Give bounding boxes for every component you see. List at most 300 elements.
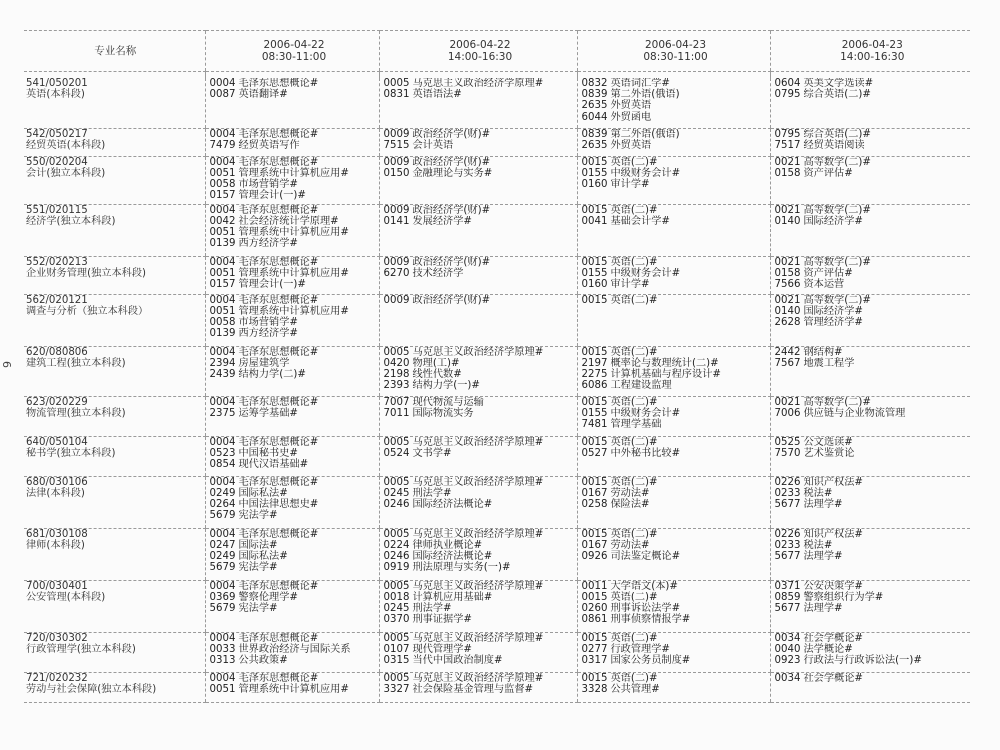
- course-code: 0015: [581, 294, 608, 306]
- course-entry: [384, 499, 577, 510]
- course-entry: [582, 614, 770, 625]
- session-cell: [770, 156, 970, 204]
- session-cell: [205, 632, 379, 672]
- course-code: 0015: [581, 632, 608, 644]
- course-entry: [582, 644, 770, 655]
- session-header: [205, 31, 379, 72]
- course-code: 7517: [774, 139, 801, 151]
- course-code: 2394: [209, 357, 236, 369]
- course-code: 0004: [209, 346, 236, 358]
- course-code: 5679: [209, 562, 236, 574]
- course-entry: [210, 190, 379, 201]
- course-entry: [384, 78, 577, 89]
- course-code: 7570: [774, 447, 801, 459]
- course-code: 0315: [383, 654, 410, 666]
- course-entry: [775, 488, 971, 499]
- table-row: [24, 256, 970, 294]
- session-cell: [577, 294, 770, 346]
- course-code: 0604: [774, 78, 801, 89]
- course-code: 0009: [383, 294, 410, 306]
- course-entry: [210, 369, 379, 380]
- course-code: 0051: [209, 167, 236, 179]
- course-name: 社会经济统计学原理#: [238, 215, 339, 227]
- course-code: 0051: [209, 683, 236, 695]
- course-name: 刑法学#: [412, 487, 452, 499]
- major-cell: [24, 256, 205, 294]
- course-name: 中国秘书史#: [238, 447, 298, 459]
- course-code: 0859: [774, 591, 801, 603]
- course-name: 社会保险基金管理与监督#: [412, 683, 534, 695]
- course-entry: [582, 100, 770, 111]
- course-name: 国家公务员制度#: [610, 654, 691, 666]
- course-entry: [775, 317, 971, 328]
- course-code: 0923: [774, 654, 801, 666]
- course-entry: [582, 592, 770, 603]
- major-name: 英语(本科段): [26, 89, 85, 101]
- course-entry: [210, 78, 379, 89]
- major-cell: [24, 128, 205, 156]
- course-entry: [775, 397, 971, 408]
- course-entry: [775, 358, 971, 369]
- course-code: 0233: [774, 487, 801, 499]
- course-code: 0042: [209, 215, 236, 227]
- course-name: 马克思主义政治经济学原理#: [412, 78, 544, 89]
- course-name: 经贸英语写作: [238, 139, 300, 151]
- major-cell: [24, 672, 205, 702]
- major-code: 720/030302: [26, 632, 88, 644]
- course-name: 中级财务会计#: [610, 167, 681, 179]
- course-code: 0233: [774, 539, 801, 551]
- course-name: 运筹学基础#: [238, 407, 298, 419]
- session-date: 2006-04-22: [263, 39, 325, 51]
- course-name: 公文选读#: [803, 436, 853, 448]
- course-name: 英语(二)#: [610, 528, 658, 540]
- course-entry: [384, 205, 577, 216]
- course-entry: [210, 510, 379, 521]
- major-cell: [24, 78, 205, 128]
- course-name: 当代中国政治制度#: [412, 654, 503, 666]
- course-entry: [384, 540, 577, 551]
- course-entry: [582, 437, 770, 448]
- session-cell: [379, 346, 577, 396]
- course-code: 0224: [383, 539, 410, 551]
- session-cell: [379, 128, 577, 156]
- course-entry: [775, 347, 971, 358]
- course-entry: [582, 112, 770, 123]
- course-entry: [775, 306, 971, 317]
- course-code: 0021: [774, 294, 801, 306]
- course-name: 英语(二)#: [610, 396, 658, 408]
- course-entry: [775, 78, 971, 89]
- course-entry: [582, 380, 770, 391]
- course-entry: [775, 529, 971, 540]
- course-name: 金融理论与实务#: [412, 167, 493, 179]
- course-entry: [582, 78, 770, 89]
- course-name: 西方经济学#: [238, 238, 298, 250]
- course-code: 0527: [581, 447, 608, 459]
- course-code: 0041: [581, 215, 608, 227]
- course-name: 审计学#: [610, 278, 650, 290]
- course-name: 经贸英语阅读: [803, 139, 865, 151]
- course-entry: [210, 408, 379, 419]
- course-entry: [384, 673, 577, 684]
- course-name: 物理(工)#: [412, 357, 460, 369]
- course-code: 0009: [383, 256, 410, 268]
- course-name: 刑事诉讼法学#: [610, 602, 681, 614]
- course-code: 0005: [383, 632, 410, 644]
- course-entry: [775, 655, 971, 666]
- course-entry: [210, 347, 379, 358]
- course-code: 0004: [209, 128, 236, 140]
- session-cell: [379, 204, 577, 256]
- session-cell: [205, 396, 379, 436]
- major-code: 550/020204: [26, 156, 88, 168]
- course-code: 6270: [383, 267, 410, 279]
- course-entry: [384, 655, 577, 666]
- course-name: 警察组织行为学#: [803, 591, 884, 603]
- course-name: 工程建设监理: [610, 380, 672, 392]
- course-code: 6086: [581, 380, 608, 392]
- session-cell: [770, 78, 970, 128]
- course-entry: [582, 279, 770, 290]
- table-row: [24, 78, 970, 128]
- course-name: 中级财务会计#: [610, 267, 681, 279]
- course-entry: [582, 448, 770, 459]
- course-entry: [582, 397, 770, 408]
- course-entry: [210, 227, 379, 238]
- course-code: 0011: [581, 580, 608, 592]
- session-cell: [577, 156, 770, 204]
- course-name: 英美文学选读#: [803, 78, 874, 89]
- course-entry: [384, 347, 577, 358]
- course-code: 0015: [581, 476, 608, 488]
- course-entry: [582, 540, 770, 551]
- course-entry: [582, 157, 770, 168]
- course-name: 管理系统中计算机应用#: [238, 167, 349, 179]
- course-code: 0021: [774, 156, 801, 168]
- course-code: 0004: [209, 528, 236, 540]
- course-code: 2439: [209, 368, 236, 380]
- course-name: 高等数学(二)#: [803, 256, 871, 268]
- table-row: [24, 436, 970, 476]
- session-cell: [770, 580, 970, 632]
- course-code: 2393: [383, 380, 410, 392]
- major-cell: [24, 346, 205, 396]
- course-entry: [384, 437, 577, 448]
- session-cell: [205, 672, 379, 702]
- course-name: 法学概论#: [803, 643, 853, 655]
- course-name: 审计学#: [610, 178, 650, 190]
- course-name: 马克思主义政治经济学原理#: [412, 580, 544, 592]
- major-cell: [24, 580, 205, 632]
- course-entry: [775, 89, 971, 100]
- course-name: 结构力学(二)#: [238, 368, 306, 380]
- course-entry: [210, 448, 379, 459]
- course-code: 0021: [774, 396, 801, 408]
- session-cell: [577, 78, 770, 128]
- session-cell: [577, 256, 770, 294]
- course-code: 0832: [581, 78, 608, 89]
- course-entry: [210, 140, 379, 151]
- course-entry: [582, 408, 770, 419]
- course-code: 0004: [209, 294, 236, 306]
- course-entry: [775, 168, 971, 179]
- course-entry: [210, 157, 379, 168]
- course-entry: [775, 205, 971, 216]
- course-name: 毛泽东思想概论#: [238, 436, 319, 448]
- course-entry: [210, 581, 379, 592]
- course-code: 0861: [581, 614, 608, 626]
- course-code: 7006: [774, 407, 801, 419]
- course-code: 0034: [774, 672, 801, 684]
- course-code: 3328: [581, 683, 608, 695]
- course-code: 0015: [581, 204, 608, 216]
- session-cell: [577, 204, 770, 256]
- course-name: 公安决策学#: [803, 580, 863, 592]
- course-code: 2628: [774, 316, 801, 328]
- course-name: 社会学概论#: [803, 672, 863, 684]
- course-name: 刑法原理与实务(一)#: [412, 562, 511, 574]
- course-entry: [210, 205, 379, 216]
- course-name: 行政管理学#: [610, 643, 670, 655]
- course-entry: [775, 437, 971, 448]
- course-code: 0004: [209, 632, 236, 644]
- course-name: 政治经济学(财)#: [412, 204, 491, 216]
- major-code: 551/020115: [26, 204, 88, 216]
- course-name: 宪法学#: [238, 602, 278, 614]
- session-header: [577, 31, 770, 72]
- course-code: 0040: [774, 643, 801, 655]
- major-code: 542/050217: [26, 128, 88, 140]
- session-cell: [577, 528, 770, 580]
- course-entry: [582, 551, 770, 562]
- major-name: 经贸英语(本科段): [26, 139, 106, 151]
- course-name: 马克思主义政治经济学原理#: [412, 528, 544, 540]
- session-cell: [577, 128, 770, 156]
- course-name: 税法#: [803, 539, 833, 551]
- session-cell: [379, 156, 577, 204]
- course-entry: [775, 257, 971, 268]
- course-name: 毛泽东思想概论#: [238, 78, 319, 89]
- course-code: 2635: [581, 139, 608, 151]
- course-code: 0015: [581, 528, 608, 540]
- course-code: 2375: [209, 407, 236, 419]
- course-name: 房屋建筑学: [238, 357, 290, 369]
- course-code: 0854: [209, 458, 236, 470]
- course-entry: [582, 369, 770, 380]
- course-code: 0015: [581, 156, 608, 168]
- course-entry: [210, 437, 379, 448]
- major-cell: [24, 294, 205, 346]
- table-row: [24, 632, 970, 672]
- course-name: 宪法学#: [238, 562, 278, 574]
- session-cell: [770, 632, 970, 672]
- course-entry: [775, 540, 971, 551]
- course-code: 0139: [209, 238, 236, 250]
- table-row: [24, 156, 970, 204]
- course-code: 5679: [209, 602, 236, 614]
- course-entry: [384, 408, 577, 419]
- course-code: 7567: [774, 357, 801, 369]
- course-code: 2275: [581, 368, 608, 380]
- course-code: 0158: [774, 167, 801, 179]
- course-entry: [210, 499, 379, 510]
- course-entry: [210, 592, 379, 603]
- course-name: 高等数学(二)#: [803, 204, 871, 216]
- course-name: 第二外语(俄语): [610, 89, 680, 101]
- course-code: 6044: [581, 111, 608, 123]
- course-name: 高等数学(二)#: [803, 156, 871, 168]
- course-code: 0015: [581, 346, 608, 358]
- major-code: 700/030401: [26, 580, 88, 592]
- course-entry: [210, 306, 379, 317]
- session-cell: [770, 256, 970, 294]
- course-name: 西方经济学#: [238, 328, 298, 340]
- course-code: 0015: [581, 436, 608, 448]
- course-code: 0051: [209, 305, 236, 317]
- course-entry: [775, 408, 971, 419]
- major-code: 562/020121: [26, 294, 88, 306]
- session-date: 2006-04-23: [841, 39, 903, 51]
- session-cell: [205, 156, 379, 204]
- course-code: 0160: [581, 278, 608, 290]
- session-cell: [577, 436, 770, 476]
- course-name: 毛泽东思想概论#: [238, 128, 319, 140]
- course-code: 0009: [383, 128, 410, 140]
- course-entry: [582, 168, 770, 179]
- course-code: 0919: [383, 562, 410, 574]
- course-entry: [210, 488, 379, 499]
- session-cell: [577, 580, 770, 632]
- major-code: 680/030106: [26, 476, 88, 488]
- session-cell: [205, 580, 379, 632]
- course-entry: [775, 279, 971, 290]
- course-entry: [384, 168, 577, 179]
- course-entry: [384, 614, 577, 625]
- course-name: 国际经济学#: [803, 215, 863, 227]
- major-name: 企业财务管理(独立本科段): [26, 267, 147, 279]
- course-entry: [384, 448, 577, 459]
- course-code: 0926: [581, 550, 608, 562]
- course-name: 警察伦理学#: [238, 591, 298, 603]
- table-row: [24, 528, 970, 580]
- course-code: 7515: [383, 139, 410, 151]
- course-name: 中外秘书比较#: [610, 447, 681, 459]
- course-code: 0277: [581, 643, 608, 655]
- course-name: 知识产权法#: [803, 528, 863, 540]
- table-row: [24, 396, 970, 436]
- course-entry: [210, 655, 379, 666]
- course-name: 律师执业概论#: [412, 539, 483, 551]
- course-name: 管理系统中计算机应用#: [238, 226, 349, 238]
- session-cell: [770, 396, 970, 436]
- major-code: 721/020232: [26, 672, 88, 684]
- course-entry: [582, 529, 770, 540]
- course-code: 0004: [209, 204, 236, 216]
- session-header: [770, 31, 970, 72]
- session-time: 14:00-16:30: [840, 51, 905, 63]
- course-name: 英语翻译#: [238, 89, 288, 101]
- major-cell: [24, 632, 205, 672]
- course-name: 司法鉴定概论#: [610, 550, 681, 562]
- course-entry: [210, 129, 379, 140]
- course-name: 现代物流与运输: [412, 396, 484, 408]
- course-code: 0420: [383, 357, 410, 369]
- major-code: 620/080806: [26, 346, 88, 358]
- course-name: 管理经济学#: [803, 316, 863, 328]
- course-entry: [582, 129, 770, 140]
- session-cell: [770, 476, 970, 528]
- course-name: 世界政治经济与国际关系: [238, 643, 351, 655]
- session-time: 08:30-11:00: [261, 51, 327, 63]
- course-name: 法理学#: [803, 602, 843, 614]
- course-code: 0015: [581, 256, 608, 268]
- session-cell: [770, 346, 970, 396]
- course-code: 0004: [209, 78, 236, 89]
- course-entry: [775, 216, 971, 227]
- course-code: 5679: [209, 510, 236, 522]
- exam-schedule-table: [24, 30, 970, 703]
- course-entry: [210, 562, 379, 573]
- course-name: 行政法与行政诉讼法(一)#: [803, 654, 922, 666]
- course-code: 0155: [581, 267, 608, 279]
- course-code: 5677: [774, 498, 801, 510]
- course-name: 法理学#: [803, 498, 843, 510]
- table-row: [24, 672, 970, 702]
- course-entry: [210, 328, 379, 339]
- course-entry: [582, 603, 770, 614]
- course-code: 0004: [209, 580, 236, 592]
- course-entry: [384, 369, 577, 380]
- course-name: 刑事侦察情报学#: [610, 614, 691, 626]
- course-code: 0018: [383, 591, 410, 603]
- session-cell: [205, 436, 379, 476]
- session-cell: [379, 672, 577, 702]
- major-name: 调查与分析（独立本科段）: [26, 305, 149, 317]
- course-code: 0839: [581, 89, 608, 101]
- major-name: 行政管理学(独立本科段): [26, 643, 136, 655]
- course-code: 0140: [774, 305, 801, 317]
- course-entry: [775, 448, 971, 459]
- course-name: 综合英语(二)#: [803, 89, 871, 101]
- course-code: 0831: [383, 89, 410, 101]
- course-entry: [210, 477, 379, 488]
- course-entry: [775, 295, 971, 306]
- course-name: 公共管理#: [610, 683, 660, 695]
- course-name: 英语(二)#: [610, 591, 658, 603]
- course-name: 中国法律思想史#: [238, 498, 319, 510]
- course-entry: [582, 257, 770, 268]
- session-cell: [577, 672, 770, 702]
- course-code: 0155: [581, 407, 608, 419]
- course-code: 0157: [209, 278, 236, 290]
- course-name: 线性代数#: [412, 368, 462, 380]
- course-code: 0009: [383, 156, 410, 168]
- course-entry: [210, 279, 379, 290]
- course-name: 计算机基础与程序设计#: [610, 368, 721, 380]
- course-code: 0005: [383, 78, 410, 89]
- course-name: 管理会计(一)#: [238, 190, 306, 202]
- course-code: 7566: [774, 278, 801, 290]
- course-name: 管理学基础: [610, 418, 662, 430]
- course-entry: [775, 644, 971, 655]
- course-code: 0313: [209, 654, 236, 666]
- course-entry: [384, 592, 577, 603]
- course-name: 发展经济学#: [412, 215, 472, 227]
- course-code: 0160: [581, 178, 608, 190]
- course-entry: [210, 168, 379, 179]
- course-name: 政治经济学(财)#: [412, 256, 491, 268]
